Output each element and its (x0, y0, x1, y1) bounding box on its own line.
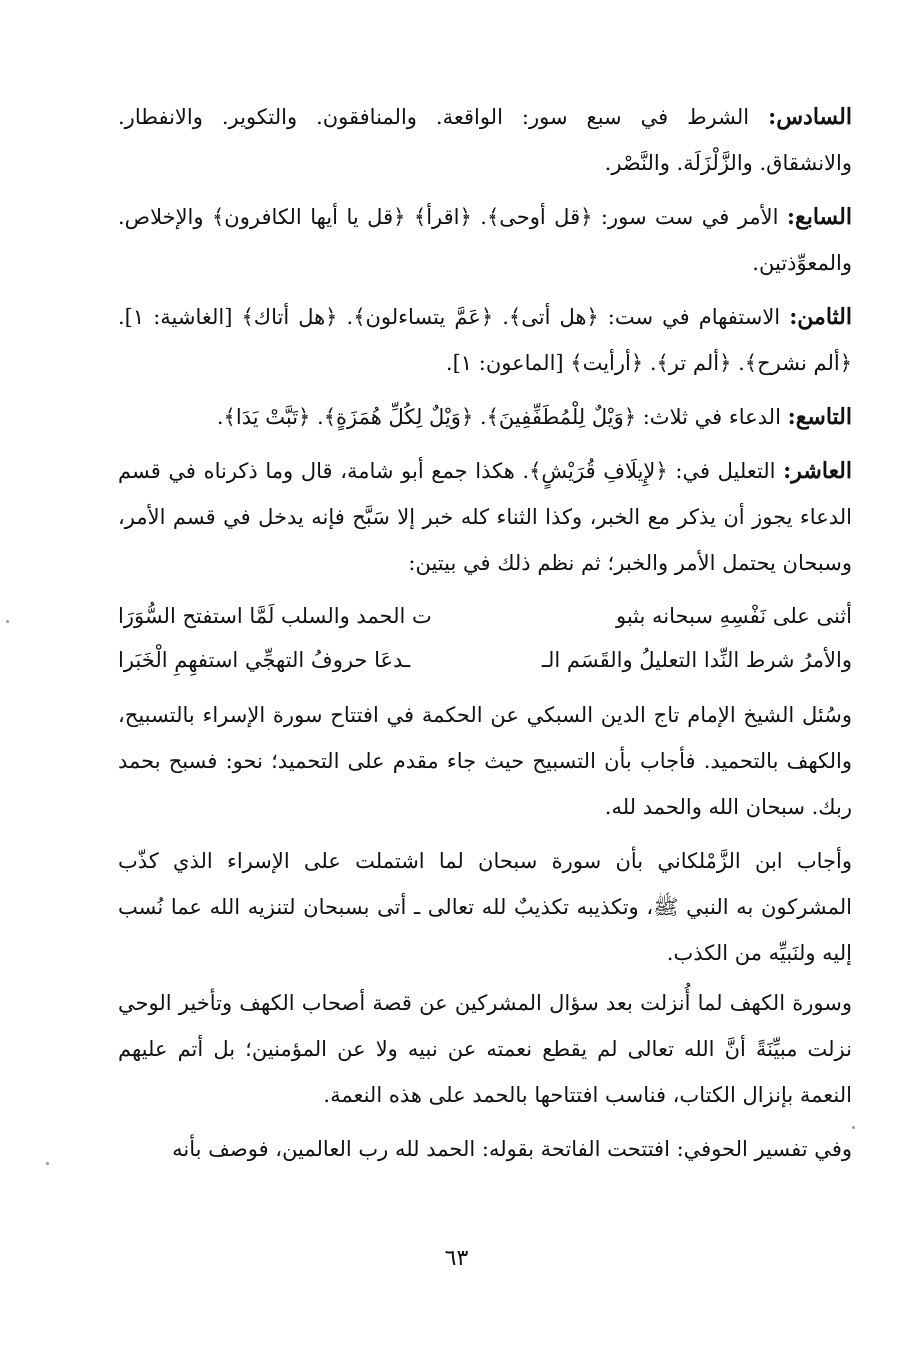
poem-hemistich-second: ت الحمد والسلب لَمَّا استفتح السُّوَرَا (118, 604, 432, 628)
paragraph-seventh (118, 194, 852, 286)
paragraph-text: التعليل في: ﴿لإِيلَافِ قُرَيْشٍ﴾. هكذا جمع أبو شامة، قال وما ذكرناه في قسم الدعاء يجوز أن يذكر مع الخبر، وكذا الثناء كله خبر إلا سَبَّح فإنه يدخل في قسم الأمر، وسبحان يحتمل الأمر والخبر؛ ثم نظم ذلك في بيتين: (118, 459, 852, 575)
paragraph-sixth (118, 94, 852, 186)
paragraph-kahf-explanation: وسورة الكهف لما أُنزلت بعد سؤال المشركين عن قصة أصحاب الكهف وتأخير الوحي نزلت مبيِّنَةً أنَّ الله تعالى لم يقطع نعمته عن نبيه ولا عن المؤمنين؛ بل أتم عليهم النعمة بإنزال الكتاب، فناسب افتتاحها بالحمد على هذه النعمة. (118, 991, 852, 1107)
page-number: ٦٣ (444, 1246, 469, 1271)
poem-hemistich-first: أثنى على نَفْسِهِ سبحانه بثبو (615, 604, 852, 628)
paragraph-hawfi-tafsir: وفي تفسير الحوفي: افتتحت الفاتحة بقوله: الحمد لله رب العالمين، فوصف بأنه (172, 1137, 852, 1161)
paragraph-tenth (118, 448, 852, 586)
paragraph-zamlakani-answer: وأجاب ابن الزَّمْلكاني بأن سورة سبحان لما اشتملت على الإسراء الذي كذّب المشركون به النبي ﷺ، وتكذيبه تكذيبٌ لله تعالى ـ أتى بسبحان لتنزيه الله عما نُسب إليه ولنَبيِّه من الكذب. (118, 849, 852, 965)
paragraph-lead: السابع: (786, 204, 852, 230)
paragraph-text: الاستفهام في ست: ﴿هل أتى﴾. ﴿عَمَّ يتساءلون﴾. ﴿هل أتاك﴾ [الغاشية: ١]. ﴿ألم نشرح﴾. ﴿ألم تر﴾. ﴿أرأيت﴾ [الماعون: ١]. (118, 305, 852, 375)
page-body (118, 94, 852, 1180)
paragraph-lead: الثامن: (789, 304, 852, 330)
paragraph-lead: السادس: (768, 104, 852, 130)
poem-hemistich-first: والأمرُ شرط النِّدا التعليلُ والقَسَم الـ (541, 648, 852, 672)
paragraph-text: الأمر في ست سور: ﴿قل أوحى﴾. ﴿اقرأ﴾ ﴿قل يا أيها الكافرون﴾ والإخلاص. والمعوِّذتين. (118, 205, 852, 275)
paragraph-lead: التاسع: (787, 404, 852, 430)
paragraph-ninth (118, 394, 852, 440)
paragraph-text: الشرط في سبع سور: الواقعة. والمنافقون. والتكوير. والانفطار. والانشقاق. والزَّلْزَلَة. والنَّصْر. (118, 105, 852, 175)
paragraph-subki-answer: وسُئل الشيخ الإمام تاج الدين السبكي عن الحكمة في افتتاح سورة الإسراء بالتسبيح، والكهف بالتحميد. فأجاب بأن التسبيح حيث جاء مقدم على التحميد؛ نحو: فسبح بحمد ربك. سبحان الله والحمد لله. (118, 703, 852, 819)
poem-hemistich-second: ـدعَا حروفُ التهجِّي استفهِمِ الْخَبَرا (118, 648, 411, 672)
poem-verse (118, 594, 852, 638)
paragraph-eighth (118, 294, 852, 386)
margin-speck (852, 1126, 855, 1129)
margin-speck (6, 620, 9, 623)
margin-speck (46, 1162, 49, 1165)
poem (118, 594, 852, 682)
poem-verse (118, 638, 852, 682)
paragraph-text: الدعاء في ثلاث: ﴿وَيْلٌ لِلْمُطَفِّفِينَ﴾. ﴿وَيْلٌ لِكُلِّ هُمَزَةٍ﴾. ﴿تَبَّتْ يَدَا﴾. (216, 405, 788, 429)
paragraph-lead: العاشر: (783, 458, 852, 484)
